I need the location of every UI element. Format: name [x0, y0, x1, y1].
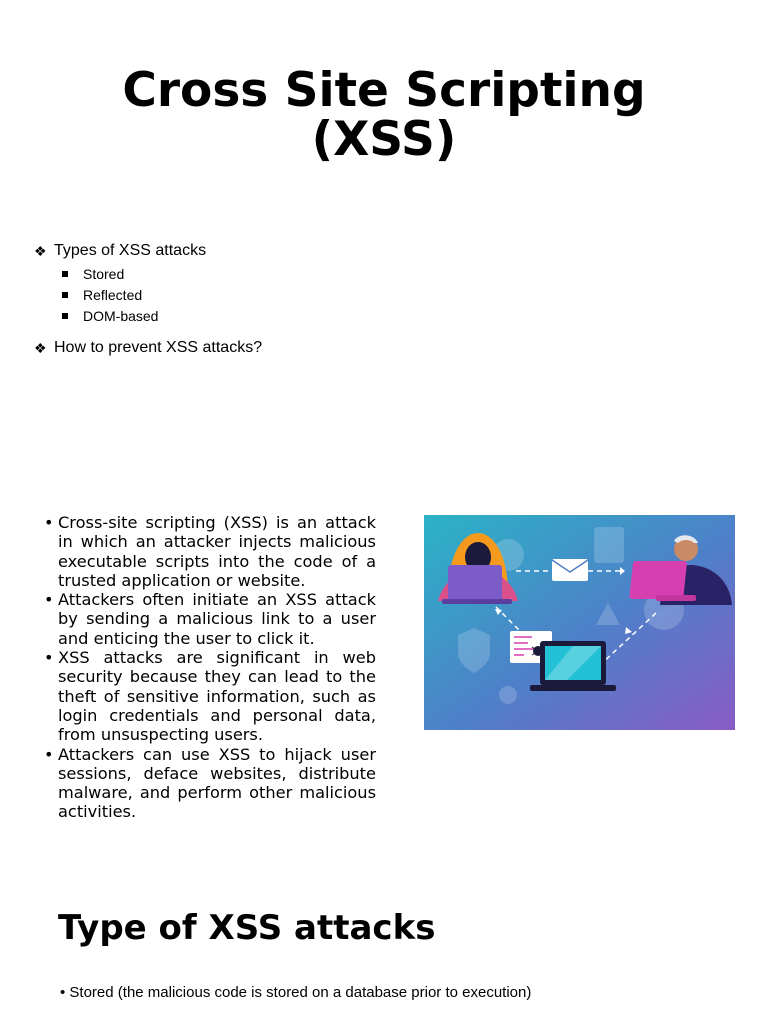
agenda-subitem: DOM-based	[62, 306, 262, 327]
slide-title: Cross Site Scripting (XSS)	[122, 63, 646, 167]
xss-illustration	[424, 515, 735, 730]
agenda-list	[34, 240, 262, 359]
square-bullet-icon	[62, 313, 68, 319]
diamond-bullet-icon: ❖	[34, 243, 47, 259]
bullet-list	[44, 513, 376, 868]
bullet-item: • XSS attacks are significant in web security because they can lead to the theft of sensitive information, such as login credentials and personal data, from unsuspecting users.	[44, 648, 376, 745]
slide-1	[0, 0, 768, 440]
diamond-bullet-icon: ❖	[34, 340, 47, 356]
slide-2	[0, 484, 768, 868]
bullet-item: • Attackers can use XSS to hijack user sessions, deface websites, distribute malware, and perform other malicious activities.	[44, 744, 376, 822]
agenda-item-label: Types of XSS attacks	[54, 242, 207, 259]
square-bullet-icon	[62, 271, 68, 277]
agenda-item	[34, 337, 262, 359]
slide-3	[0, 878, 768, 1024]
bullet-item: • Attackers often initiate an XSS attack by sending a malicious link to a user and enticing the user to click it.	[44, 590, 376, 648]
agenda-subitem: Stored	[62, 264, 262, 285]
agenda-item-label: How to prevent XSS attacks?	[54, 339, 263, 356]
agenda-subitem: Reflected	[62, 285, 262, 306]
agenda-sublist	[54, 264, 262, 327]
agenda-item	[34, 240, 262, 327]
square-bullet-icon	[62, 292, 68, 298]
slide-title: Type of XSS attacks	[58, 908, 436, 948]
bullet-item: • Stored (the malicious code is stored on a database prior to execution)	[60, 984, 532, 1001]
envelope-icon	[552, 559, 588, 581]
laptop-icon	[530, 641, 616, 691]
bullet-item: • Cross-site scripting (XSS) is an attack in which an attacker injects malicious executable scripts into the code of a trusted application or website.	[44, 513, 376, 590]
